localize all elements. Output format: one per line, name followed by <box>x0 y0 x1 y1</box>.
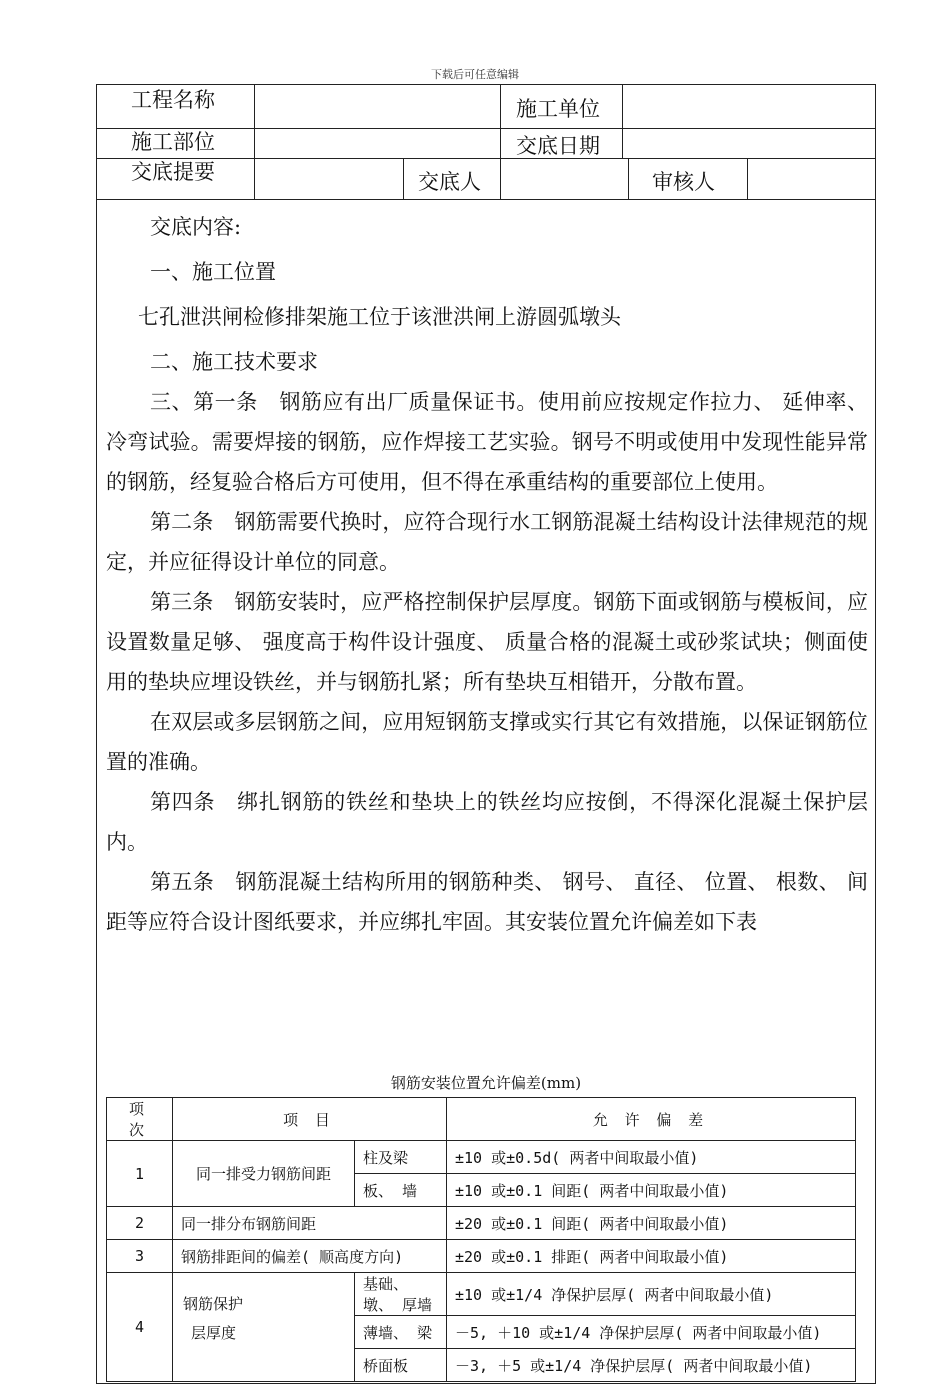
article-4: 第四条 绑扎钢筋的铁丝和垫块上的铁丝均应按倒，不得深化混凝土保护层内。 <box>106 790 868 854</box>
row-1b-tolerance: ±10 或±0.1 间距( 两者中间取最小值) <box>447 1174 856 1207</box>
header-col-line-6 <box>747 158 748 199</box>
section-1-text: 七孔泄洪闸检修排架施工位于该泄洪闸上游圆弧墩头 <box>138 305 621 329</box>
row-2-tolerance: ±20 或±0.1 间距( 两者中间取最小值) <box>447 1207 856 1240</box>
row-1-item: 同一排受力钢筋间距 <box>173 1141 355 1207</box>
tolerance-table <box>106 1097 856 1382</box>
article-3-continued: 在双层或多层钢筋之间，应用短钢筋支撑或实行其它有效措施，以保证钢筋位置的准确。 <box>106 710 868 774</box>
row-4b-sub: 薄墙、 梁 <box>355 1316 447 1349</box>
project-name-label: 工程名称 <box>131 88 215 112</box>
row-3-item: 钢筋排距间的偏差( 顺高度方向) <box>173 1240 447 1273</box>
row-4a-sub: 基础、 墩、 厚墙 <box>355 1273 447 1316</box>
col-header-item: 项 目 <box>173 1098 447 1141</box>
briefing-content <box>106 207 868 942</box>
construction-unit-label: 施工单位 <box>516 97 600 121</box>
section-2-title: 二、施工技术要求 <box>150 350 318 374</box>
row-4a-tolerance: ±10 或±1/4 净保护层厚( 两者中间取最小值) <box>447 1273 856 1316</box>
table-caption: 钢筋安装位置允许偏差(mm) <box>390 1074 582 1092</box>
row-4-no: 4 <box>107 1273 173 1382</box>
header-col-line-2 <box>500 84 501 199</box>
briefing-date-label: 交底日期 <box>516 134 600 158</box>
row-1-no: 1 <box>107 1141 173 1207</box>
watermark: 下载后可任意编辑 <box>431 68 519 81</box>
table-row <box>107 1240 856 1273</box>
row-4-item-line-1: 钢筋保护 <box>183 1295 244 1313</box>
construction-part-label: 施工部位 <box>131 130 215 154</box>
row-2-item: 同一排分布钢筋间距 <box>173 1207 447 1240</box>
row-2-no: 2 <box>107 1207 173 1240</box>
header-col-line-4 <box>403 158 404 199</box>
article-2: 第二条 钢筋需要代换时，应符合现行水工钢筋混凝土结构设计法律规范的规定，并应征得设计单位的同意。 <box>106 510 868 574</box>
header-rule-3 <box>96 199 876 200</box>
row-4b-tolerance: －5, ＋10 或±1/4 净保护层厚( 两者中间取最小值) <box>447 1316 856 1349</box>
row-1b-sub: 板、 墙 <box>355 1174 447 1207</box>
section-1-title: 一、施工位置 <box>150 260 276 284</box>
header-col-line-3 <box>622 84 623 158</box>
row-1a-sub: 柱及梁 <box>355 1141 447 1174</box>
row-3-tolerance: ±20 或±0.1 排距( 两者中间取最小值) <box>447 1240 856 1273</box>
header-col-line-5 <box>628 158 629 199</box>
reviewer-label: 审核人 <box>652 170 715 194</box>
col-header-no: 项 次 <box>107 1098 173 1141</box>
briefing-summary-label: 交底提要 <box>131 160 215 184</box>
table-row <box>107 1207 856 1240</box>
row-1a-tolerance: ±10 或±0.5d( 两者中间取最小值) <box>447 1141 856 1174</box>
row-4-item <box>173 1273 355 1382</box>
table-row <box>107 1141 856 1174</box>
content-heading: 交底内容: <box>150 215 242 239</box>
table-row <box>107 1273 856 1316</box>
article-5: 第五条 钢筋混凝土结构所用的钢筋种类、 钢号、 直径、 位置、 根数、 间距等应符合设计图纸要求，并应绑扎牢固。其安装位置允许偏差如下表 <box>106 870 868 934</box>
briefer-label: 交底人 <box>418 170 481 194</box>
table-header-row <box>107 1098 856 1141</box>
row-4-item-line-2: 层厚度 <box>191 1324 237 1342</box>
row-3-no: 3 <box>107 1240 173 1273</box>
col-header-tolerance: 允 许 偏 差 <box>447 1098 856 1141</box>
row-4c-sub: 桥面板 <box>355 1349 447 1382</box>
header-col-line-1 <box>254 84 255 199</box>
article-1: 三、第一条 钢筋应有出厂质量保证书。使用前应按规定作拉力、 延伸率、 冷弯试验。需要焊接的钢筋，应作焊接工艺实验。钢号不明或使用中发现性能异常的钢筋，经复验合格后方可使用，但不得在承重结构的重要部位上使用。 <box>106 390 868 494</box>
row-4c-tolerance: －3, ＋5 或±1/4 净保护层厚( 两者中间取最小值) <box>447 1349 856 1382</box>
article-3: 第三条 钢筋安装时，应严格控制保护层厚度。钢筋下面或钢筋与模板间，应设置数量足够、 强度高于构件设计强度、 质量合格的混凝土或砂浆试块；侧面使用的垫块应埋设铁丝，并与钢筋扎紧；所有垫块互相错开，分散布置。 <box>106 590 868 694</box>
